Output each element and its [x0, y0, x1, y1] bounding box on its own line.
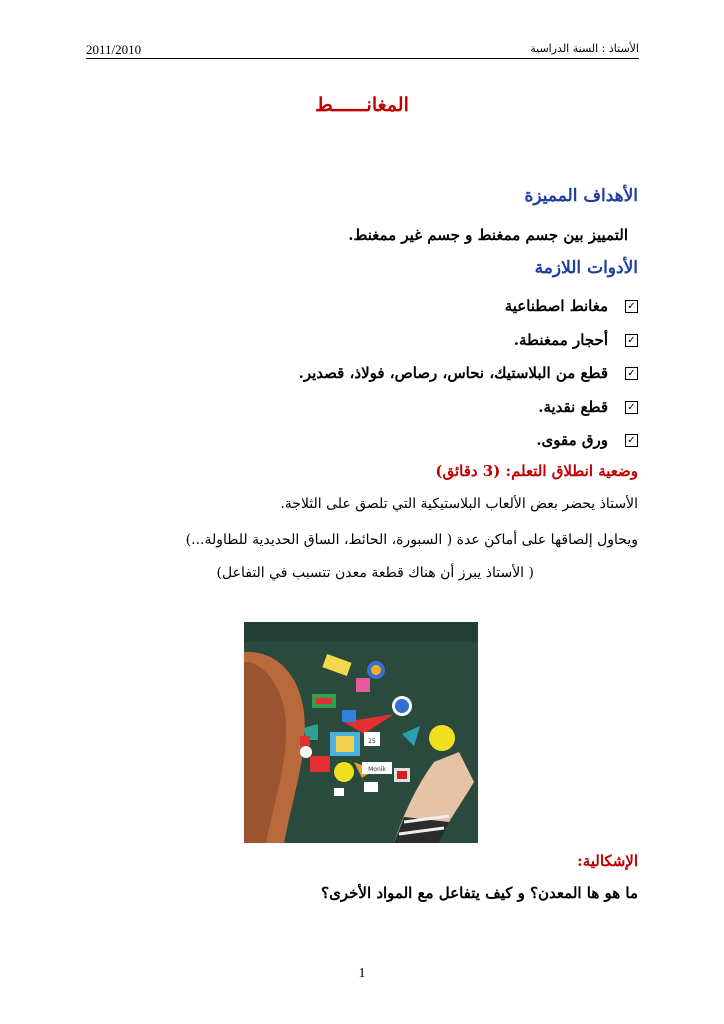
checkbox-icon: ✓ — [625, 367, 638, 380]
goals-text: التمييز بين جسم ممغنط و جسم غير ممغنط. — [348, 226, 628, 244]
tool-item-label: أحجار ممغنطة. — [513, 330, 608, 349]
tools-list — [78, 292, 638, 460]
checkbox-icon: ✓ — [625, 300, 638, 313]
checkbox-icon: ✓ — [625, 401, 638, 414]
tool-item-label: قطع من البلاستيك، نحاس، رصاص، فولاذ، قصدير. — [298, 364, 608, 382]
problem-heading: الإشكالية: — [577, 852, 638, 870]
situation-heading: وضعية انطلاق التعلم: (3 دقائق) — [435, 462, 638, 480]
checkbox-icon: ✓ — [625, 434, 638, 447]
page-title: المغانــــــط — [315, 94, 409, 116]
tool-item — [78, 426, 638, 460]
tool-item-label: قطع نقدية. — [538, 397, 608, 416]
tool-item — [78, 326, 638, 360]
page-header — [86, 40, 639, 60]
checkbox-icon: ✓ — [625, 334, 638, 347]
goals-heading: الأهداف المميزة — [524, 186, 638, 206]
header-school-year-label: السنة الدراسية — [530, 42, 599, 55]
situation-line-3: ( الأستاذ يبرز أن هناك قطعة معدن تتسبب في التفاعل) — [216, 565, 534, 581]
situation-line-2: ويحاول إلصاقها على أماكن عدة ( السبورة، الحائط، الساق الحديدية للطاولة...) — [185, 532, 638, 548]
situation-line-1: الأستاذ يحضر بعض الألعاب البلاستيكية التي تلصق على الثلاجة. — [280, 496, 638, 512]
magnets-photo — [244, 622, 478, 843]
photo-tag-number: 25 — [368, 738, 376, 745]
header-divider — [86, 58, 639, 59]
tool-item — [78, 359, 638, 393]
problem-text: ما هو ها المعدن؟ و كيف يتفاعل مع المواد الأخرى؟ — [321, 884, 638, 902]
header-teacher-label: الأستاذ : — [601, 42, 639, 55]
tools-heading: الأدوات اللازمة — [534, 258, 638, 278]
header-year: 2011/2010 — [86, 42, 142, 57]
tool-item — [78, 292, 638, 326]
tool-item-label: ورق مقوى. — [536, 431, 608, 449]
tool-item-label: مغانط اصطناعية — [504, 297, 608, 315]
tool-item — [78, 393, 638, 427]
page-number: 1 — [358, 966, 366, 981]
header-teacher-year — [530, 42, 639, 55]
photo-tag-word: Monik — [368, 766, 386, 773]
